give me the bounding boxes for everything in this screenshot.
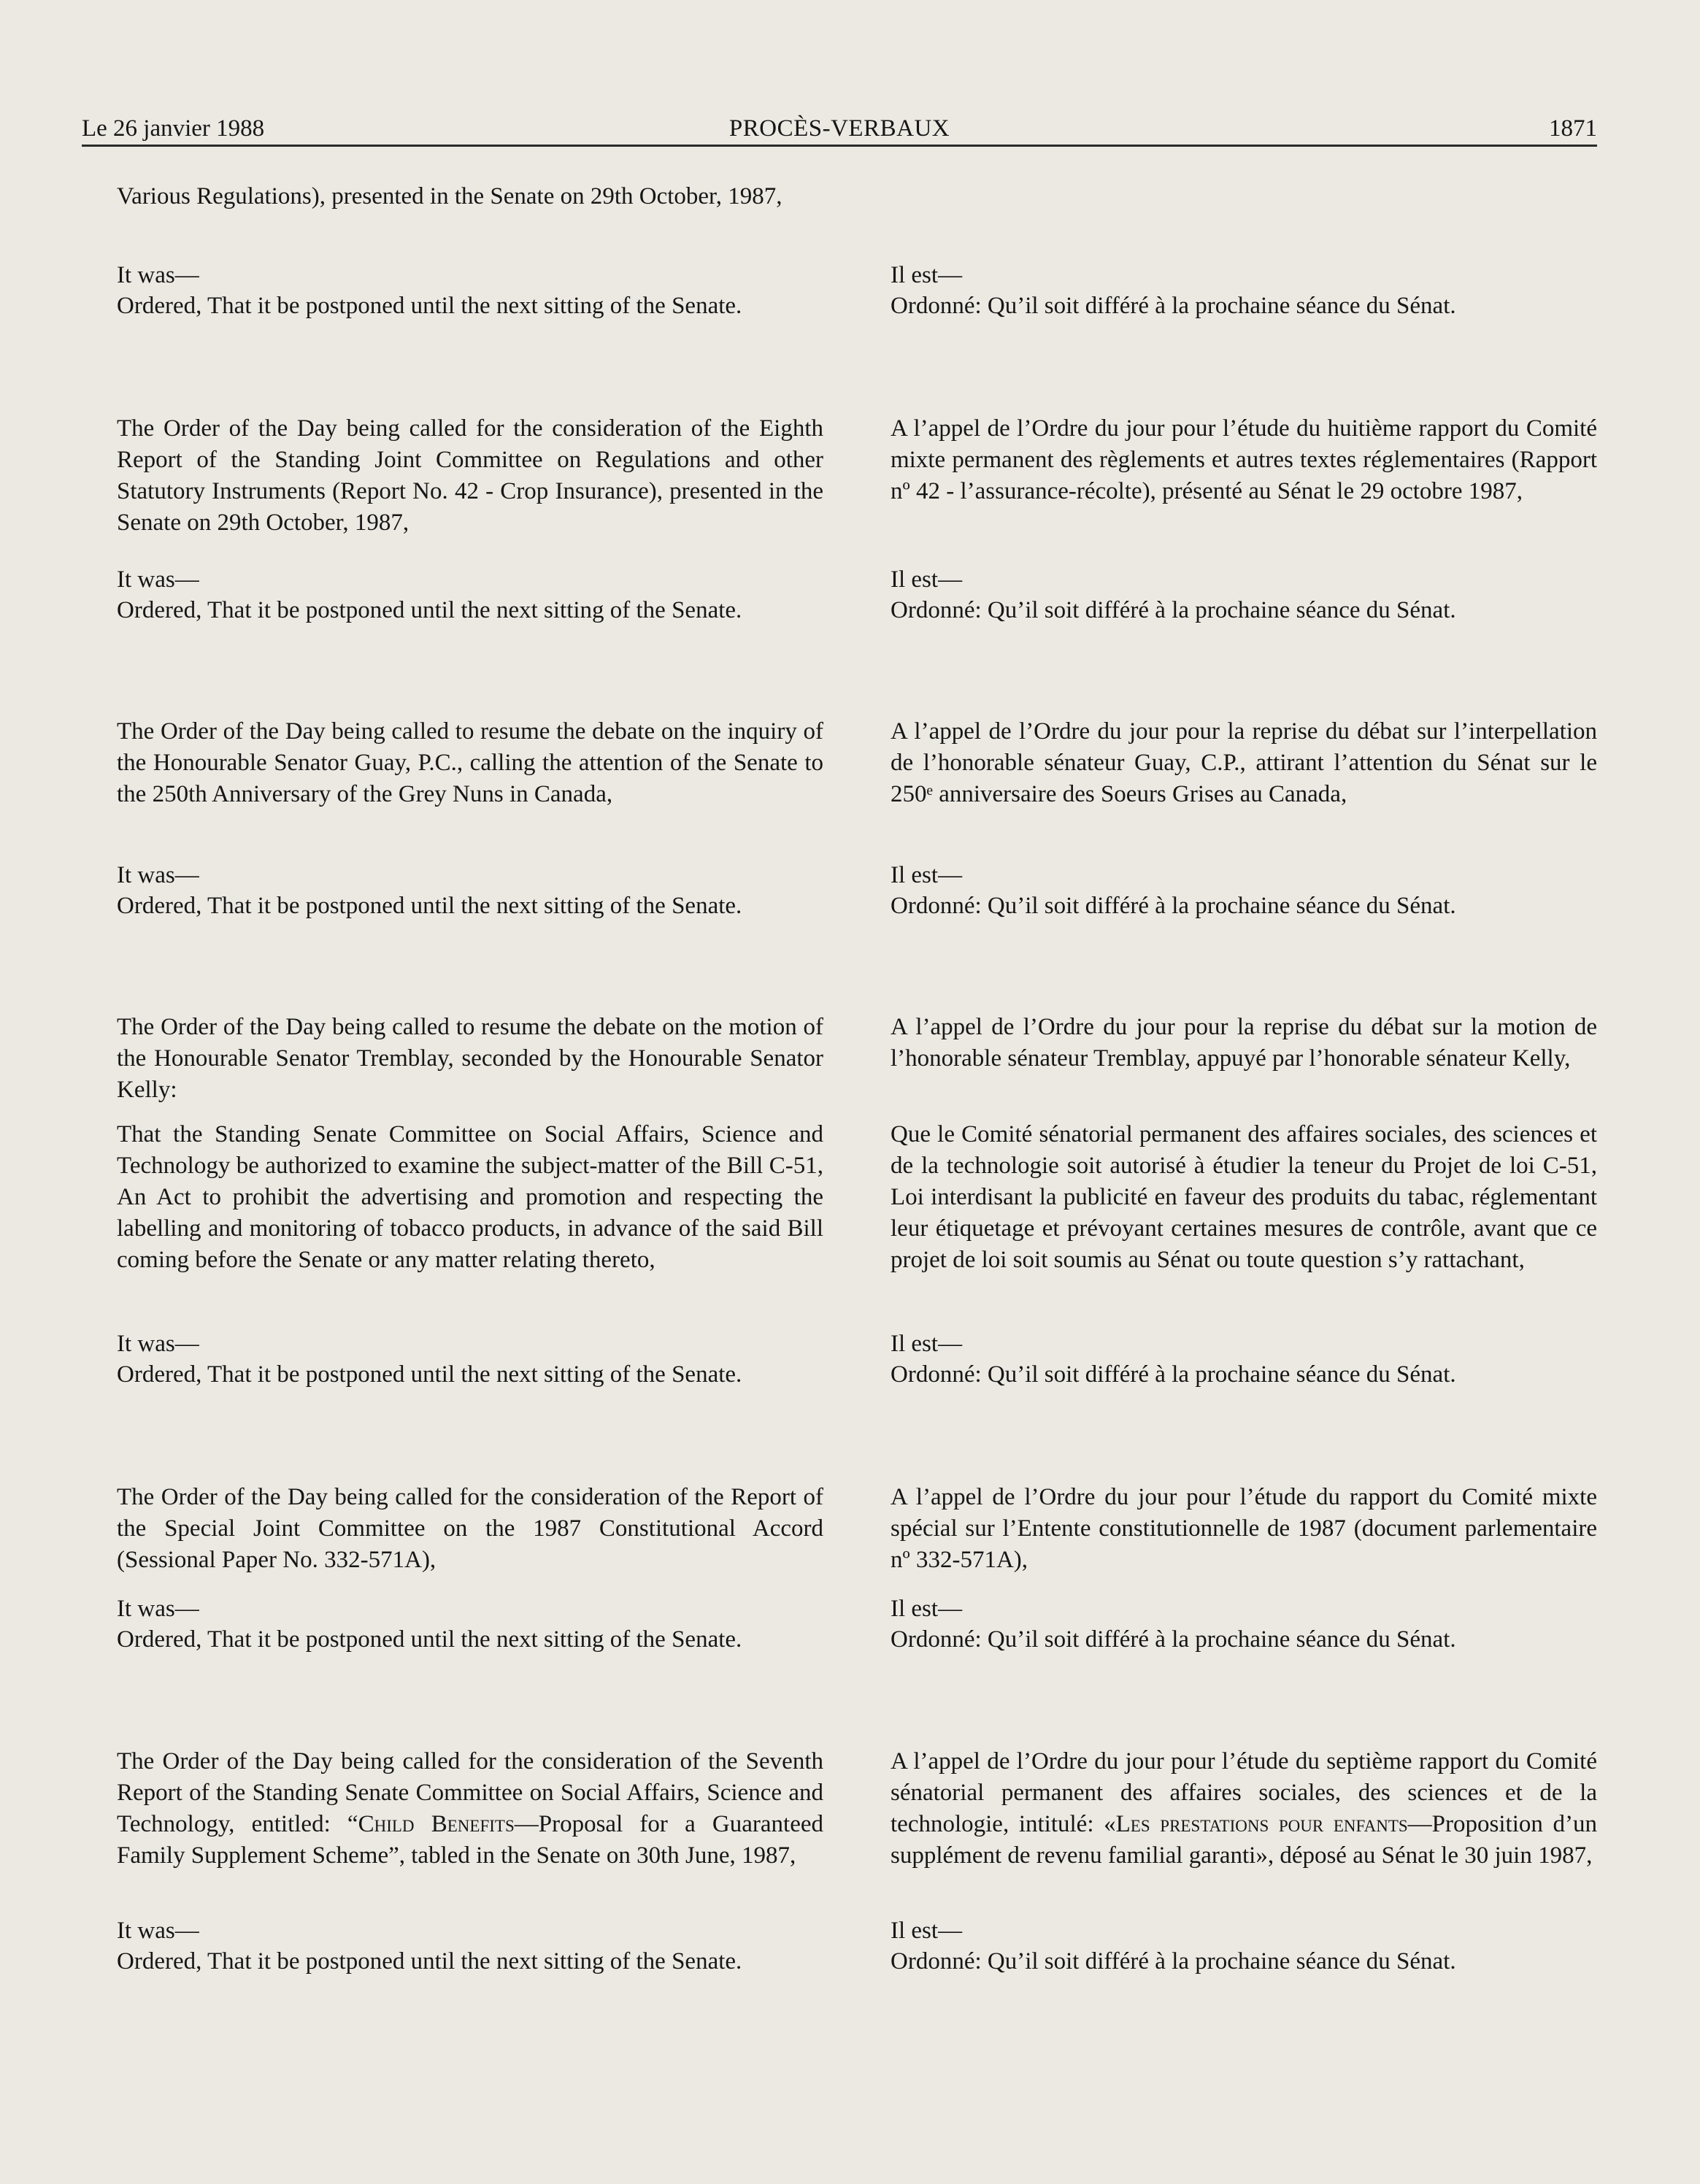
en-order-paragraph: The Order of the Day being called for the consideration of the Eighth Report of the Standing Joint Committee on Regulations and other Statutory Instruments (Report No. 42 - Crop Insurance), presented in the Senate on 29th October, 1987, (117, 415, 823, 536)
fr-ordonne: Ordonné: Qu’il soit différé à la prochaine séance du Sénat. (891, 1626, 1456, 1653)
en-it-was: It was— (117, 1596, 199, 1622)
en-order-paragraph: The Order of the Day being called for the consideration of the Report of the Special Joint Committee on the 1987 Constitutional Accord (Sessional Paper No. 332-571A), (117, 1484, 823, 1573)
en-it-was: It was— (117, 566, 199, 593)
en-order-paragraph: The Order of the Day being called to resume the debate on the inquiry of the Honourable Senator Guay, P.C., calling the attention of the Senate to the 250th Anniversary of the Grey Nuns in Canada, (117, 718, 823, 807)
header-title: PROCÈS-VERBAUX (728, 115, 950, 142)
en-continued-paragraph: Various Regulations), presented in the Senate on 29th October, 1987, (117, 183, 782, 209)
en-report-title: Child Benefits (358, 1811, 515, 1837)
fr-text-part: —Proposition d’un supplément de revenu familial garanti», déposé au Sénat le 30 juin 1987, (891, 1811, 1597, 1869)
en-order-paragraph: The Order of the Day being called to resume the debate on the motion of the Honourable Senator Tremblay, seconded by the Honourable Senator Kelly: (117, 1014, 823, 1103)
fr-ordonne: Ordonné: Qu’il soit différé à la prochaine séance du Sénat. (891, 293, 1456, 319)
en-text-part: —Proposal for a Guaranteed Family Supplement Scheme”, tabled in the Senate on 30th June, 1987, (117, 1811, 823, 1869)
fr-ordonne: Ordonné: Qu’il soit différé à la prochaine séance du Sénat. (891, 1361, 1456, 1388)
fr-report-title: Les prestations pour enfants (1115, 1811, 1408, 1837)
page-number: 1871 (1549, 115, 1597, 142)
fr-il-est: Il est— (891, 862, 963, 888)
fr-motion-text: Que le Comité sénatorial permanent des affaires sociales, des sciences et de la technologie soit autorisé à étudier la teneur du Projet de loi C-51, Loi interdisant la publicité en faveur des produits du tabac, réglementant leur étiquetage et prévoyant certaines mesures de contrôle, avant que ce projet de loi soit soumis au Sénat ou toute question s’y rattachant, (891, 1121, 1597, 1273)
en-it-was: It was— (117, 1918, 199, 1944)
en-text-part: The Order of the Day being called for the consideration of the Seventh Report of the Standing Senate Committee on Social Affairs, Science and Technology, entitled: “ (117, 1748, 823, 1837)
fr-ordonne: Ordonné: Qu’il soit différé à la prochaine séance du Sénat. (891, 893, 1456, 919)
fr-ordonne: Ordonné: Qu’il soit différé à la prochaine séance du Sénat. (891, 597, 1456, 623)
en-it-was: It was— (117, 1331, 199, 1357)
fr-order-paragraph: A l’appel de l’Ordre du jour pour la reprise du débat sur l’interpellation de l’honorable sénateur Guay, C.P., attirant l’attention du Sénat sur le 250ᵉ anniversaire des Soeurs Grises au Canada, (891, 718, 1597, 807)
en-ordered: Ordered, That it be postponed until the next sitting of the Senate. (117, 1361, 742, 1388)
en-ordered: Ordered, That it be postponed until the next sitting of the Senate. (117, 597, 742, 623)
en-ordered: Ordered, That it be postponed until the next sitting of the Senate. (117, 1948, 742, 1975)
en-motion-text: That the Standing Senate Committee on Social Affairs, Science and Technology be authorized to examine the subject-matter of the Bill C-51, An Act to prohibit the advertising and promotion and respecting the labelling and monitoring of tobacco products, in advance of the said Bill coming before the Senate or any matter relating thereto, (117, 1121, 823, 1273)
fr-il-est: Il est— (891, 1331, 963, 1357)
fr-ordonne: Ordonné: Qu’il soit différé à la prochaine séance du Sénat. (891, 1948, 1456, 1975)
page-header (82, 109, 1597, 147)
en-it-was: It was— (117, 262, 199, 288)
fr-order-paragraph: A l’appel de l’Ordre du jour pour l’étude du rapport du Comité mixte spécial sur l’Entente constitutionnelle de 1987 (document parlementaire nº 332-571A), (891, 1484, 1597, 1573)
en-ordered: Ordered, That it be postponed until the next sitting of the Senate. (117, 893, 742, 919)
fr-il-est: Il est— (891, 1918, 963, 1944)
en-ordered: Ordered, That it be postponed until the next sitting of the Senate. (117, 1626, 742, 1653)
fr-il-est: Il est— (891, 566, 963, 593)
fr-order-paragraph: A l’appel de l’Ordre du jour pour l’étude du huitième rapport du Comité mixte permanent des règlements et autres textes réglementaires (Rapport nº 42 - l’assurance-récolte), présenté au Sénat le 29 octobre 1987, (891, 415, 1597, 504)
fr-il-est: Il est— (891, 1596, 963, 1622)
header-date: Le 26 janvier 1988 (82, 115, 265, 142)
fr-order-paragraph (891, 1746, 1597, 1872)
fr-il-est: Il est— (891, 262, 963, 288)
en-order-paragraph (117, 1746, 823, 1872)
fr-text-part: A l’appel de l’Ordre du jour pour l’étude du septième rapport du Comité sénatorial permanent des affaires sociales, des sciences et de la technologie, intitulé: « (891, 1748, 1597, 1837)
en-it-was: It was— (117, 862, 199, 888)
en-ordered: Ordered, That it be postponed until the next sitting of the Senate. (117, 293, 742, 319)
header-rule (82, 145, 1597, 147)
fr-order-paragraph: A l’appel de l’Ordre du jour pour la reprise du débat sur la motion de l’honorable sénateur Tremblay, appuyé par l’honorable sénateur Kelly, (891, 1014, 1597, 1072)
